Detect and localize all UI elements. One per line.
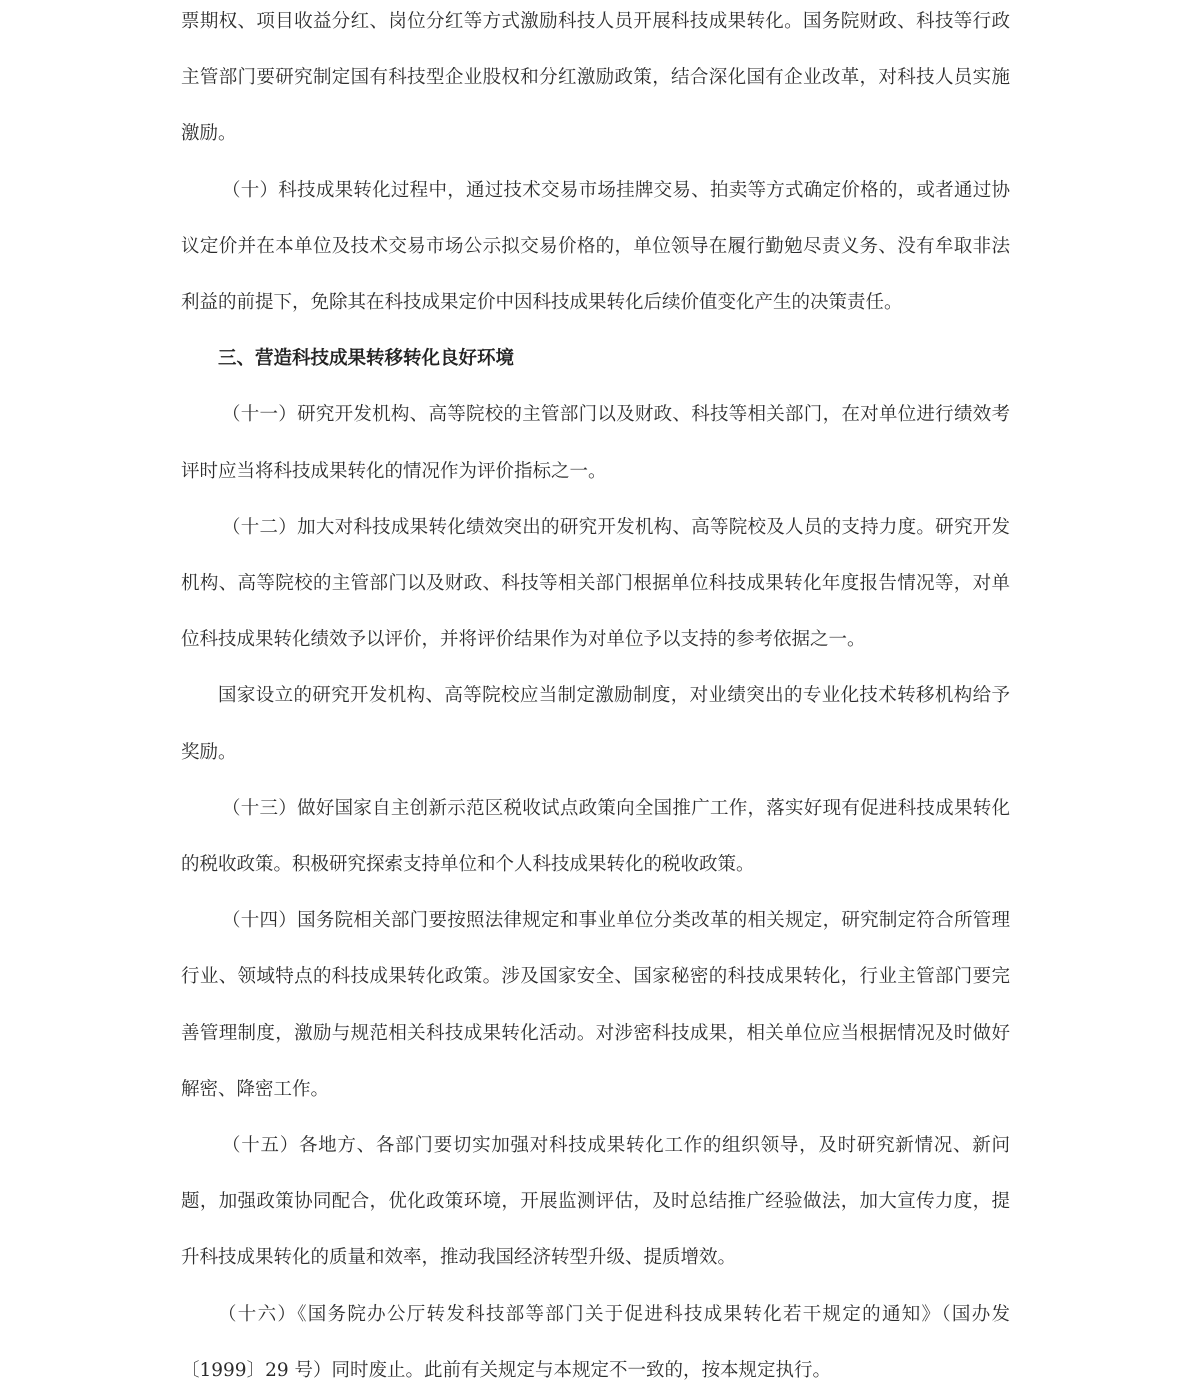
paragraph-item-10: （十）科技成果转化过程中，通过技术交易市场挂牌交易、拍卖等方式确定价格的，或者通过协议定价并在本单位及技术交易市场公示拟交易价格的，单位领导在履行勤勉尽责义务、没有牟取非法利益的前提下，免除其在科技成果定价中因科技成果转化后续价值变化产生的决策责任。	[181, 179, 1010, 314]
paragraph-item-12: （十二）加大对科技成果转化绩效突出的研究开发机构、高等院校及人员的支持力度。研究开发机构、高等院校的主管部门以及财政、科技等相关部门根据单位科技成果转化年度报告情况等，对单位科技成果转化绩效予以评价，并将评价结果作为对单位予以支持的参考依据之一。	[181, 516, 1010, 651]
paragraph-item-16: （十六）《国务院办公厅转发科技部等部门关于促进科技成果转化若干规定的通知》（国办发〔1999〕29 号）同时废止。此前有关规定与本规定不一致的，按本规定执行。	[181, 1303, 1010, 1381]
section-heading-3: 三、营造科技成果转移转化良好环境	[218, 348, 515, 370]
paragraph-item-13: （十三）做好国家自主创新示范区税收试点政策向全国推广工作，落实好现有促进科技成果转化的税收政策。积极研究探索支持单位和个人科技成果转化的税收政策。	[181, 797, 1010, 876]
paragraph-item-15: （十五）各地方、各部门要切实加强对科技成果转化工作的组织领导，及时研究新情况、新问题，加强政策协同配合，优化政策环境，开展监测评估，及时总结推广经验做法，加大宣传力度，提升科技成果转化的质量和效率，推动我国经济转型升级、提质增效。	[181, 1135, 1010, 1269]
paragraph-continued-incentives: 票期权、项目收益分红、岗位分红等方式激励科技人员开展科技成果转化。国务院财政、科技等行政主管部门要研究制定国有科技型企业股权和分红激励政策，结合深化国有企业改革，对科技人员实施激励。	[181, 11, 1010, 145]
paragraph-item-12-continued: 国家设立的研究开发机构、高等院校应当制定激励制度，对业绩突出的专业化技术转移机构给予奖励。	[181, 685, 1010, 763]
paragraph-item-14: （十四）国务院相关部门要按照法律规定和事业单位分类改革的相关规定，研究制定符合所管理行业、领域特点的科技成果转化政策。涉及国家安全、国家秘密的科技成果转化，行业主管部门要完善管理制度，激励与规范相关科技成果转化活动。对涉密科技成果，相关单位应当根据情况及时做好解密、降密工作。	[181, 910, 1010, 1100]
document-page	[181, 0, 1010, 1399]
paragraph-item-11: （十一）研究开发机构、高等院校的主管部门以及财政、科技等相关部门，在对单位进行绩效考评时应当将科技成果转化的情况作为评价指标之一。	[181, 404, 1010, 482]
